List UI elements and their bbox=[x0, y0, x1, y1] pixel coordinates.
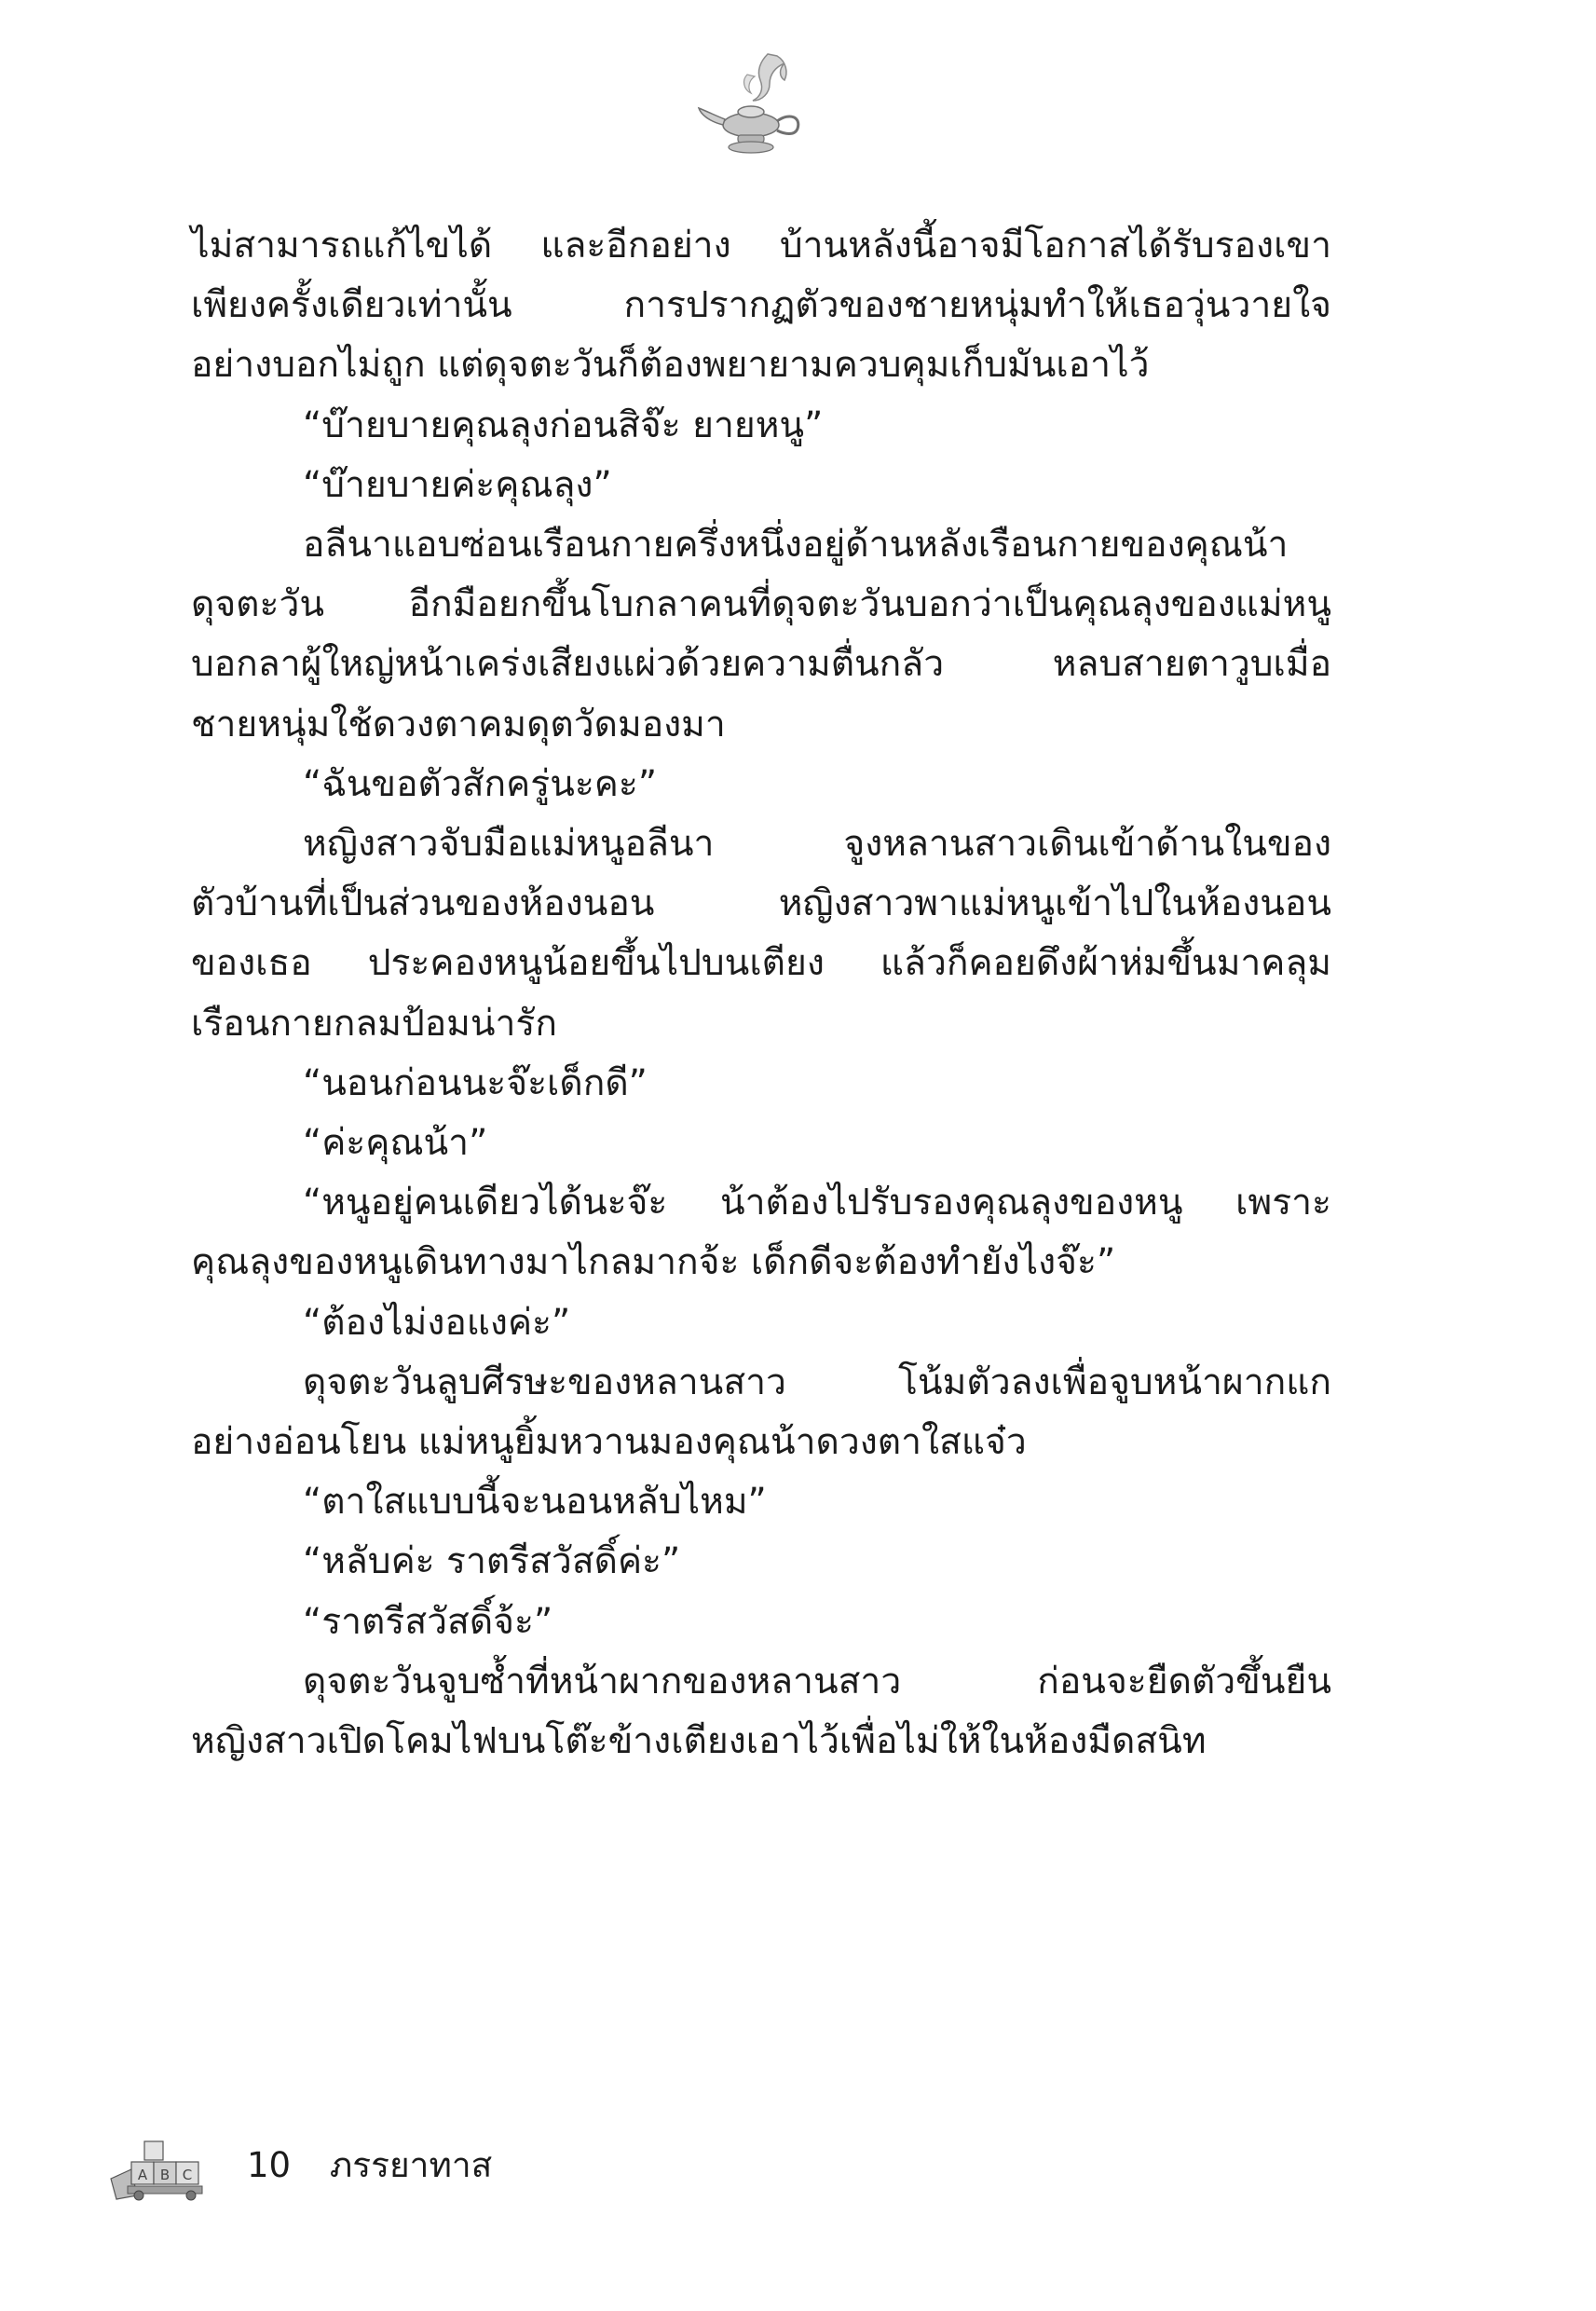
text-line: ดุจตะวันลูบศีรษะของหลานสาว โน้มตัวลงเพื่อจูบหน้าผากแก bbox=[303, 1361, 1331, 1403]
text-line: “ราตรีสวัสดิ์จ้ะ” bbox=[303, 1600, 553, 1643]
text-line: อย่างอ่อนโยน แม่หนูยิ้มหวานมองคุณน้าดวงตาใสแจ๋ว bbox=[191, 1421, 1027, 1463]
block-letter: C bbox=[182, 2167, 193, 2183]
book-title: ภรรยาทาส bbox=[329, 2145, 493, 2185]
text-line: ดุจตะวัน อีกมือยกขึ้นโบกลาคนที่ดุจตะวันบอกว่าเป็นคุณลุงของแม่หนู bbox=[191, 583, 1331, 626]
text-line: หญิงสาวเปิดโคมไฟบนโต๊ะข้างเตียงเอาไว้เพื่อไม่ให้ในห้องมืดสนิท bbox=[191, 1720, 1207, 1762]
text-line: ตัวบ้านที่เป็นส่วนของห้องนอน หญิงสาวพาแม่หนูเข้าไปในห้องนอน bbox=[191, 882, 1331, 925]
text-line: บอกลาผู้ใหญ่หน้าเคร่งเสียงแผ่วด้วยความตื่นกลัว หลบสายตาวูบเมื่อ bbox=[191, 643, 1331, 686]
text-line: อลีนาแอบซ่อนเรือนกายครึ่งหนึ่งอยู่ด้านหลังเรือนกายของคุณน้า bbox=[303, 524, 1289, 566]
text-line: “หลับค่ะ ราตรีสวัสดิ์ค่ะ” bbox=[303, 1540, 681, 1583]
text-line: “หนูอยู่คนเดียวได้นะจ๊ะ น้าต้องไปรับรองคุณลุงของหนู เพราะ bbox=[303, 1182, 1331, 1224]
text-line: ไม่สามารถแก้ไขได้ และอีกอย่าง บ้านหลังนี้อาจมีโอกาสได้รับรองเขา bbox=[191, 225, 1331, 267]
page-number: 10 bbox=[247, 2145, 292, 2185]
text-line: ชายหนุ่มใช้ดวงตาคมดุตวัดมองมา bbox=[191, 703, 726, 745]
block-letter: B bbox=[159, 2167, 171, 2183]
text-line: “ฉันขอตัวสักครู่นะคะ” bbox=[303, 762, 658, 805]
text-line: “ตาใสแบบนี้จะนอนหลับไหม” bbox=[303, 1481, 767, 1524]
text-line: “บ๊ายบายค่ะคุณลุง” bbox=[303, 463, 612, 506]
magic-lamp-icon bbox=[695, 47, 816, 158]
text-line: ดุจตะวันจูบซ้ำที่หน้าผากของหลานสาว ก่อนจะยืดตัวขึ้นยืน bbox=[303, 1660, 1331, 1702]
text-line: ของเธอ ประคองหนูน้อยขึ้นไปบนเตียง แล้วก็คอยดึงผ้าห่มขึ้นมาคลุม bbox=[191, 942, 1331, 985]
text-line: “ค่ะคุณน้า” bbox=[303, 1122, 488, 1164]
text-line: หญิงสาวจับมือแม่หนูอลีนา จูงหลานสาวเดินเข้าด้านในของ bbox=[303, 823, 1331, 865]
block-letter: A bbox=[137, 2167, 148, 2183]
text-line: “นอนก่อนนะจ๊ะเด็กดี” bbox=[303, 1061, 648, 1104]
toy-blocks-icon bbox=[109, 2134, 211, 2201]
text-line: อย่างบอกไม่ถูก แต่ดุจตะวันก็ต้องพยายามควบคุมเก็บมันเอาไว้ bbox=[191, 344, 1150, 387]
text-line: คุณลุงของหนูเดินทางมาไกลมากจ้ะ เด็กดีจะต้องทำยังไงจ๊ะ” bbox=[191, 1241, 1116, 1284]
text-line: เรือนกายกลมป้อมน่ารัก bbox=[191, 1002, 557, 1045]
text-line: “ต้องไม่งอแงค่ะ” bbox=[303, 1301, 571, 1344]
page-footer bbox=[247, 2140, 492, 2192]
text-line: “บ๊ายบายคุณลุงก่อนสิจ๊ะ ยายหนู” bbox=[303, 403, 824, 446]
text-line: เพียงครั้งเดียวเท่านั้น การปรากฏตัวของชายหนุ่มทำให้เธอวุ่นวายใจ bbox=[191, 284, 1331, 327]
